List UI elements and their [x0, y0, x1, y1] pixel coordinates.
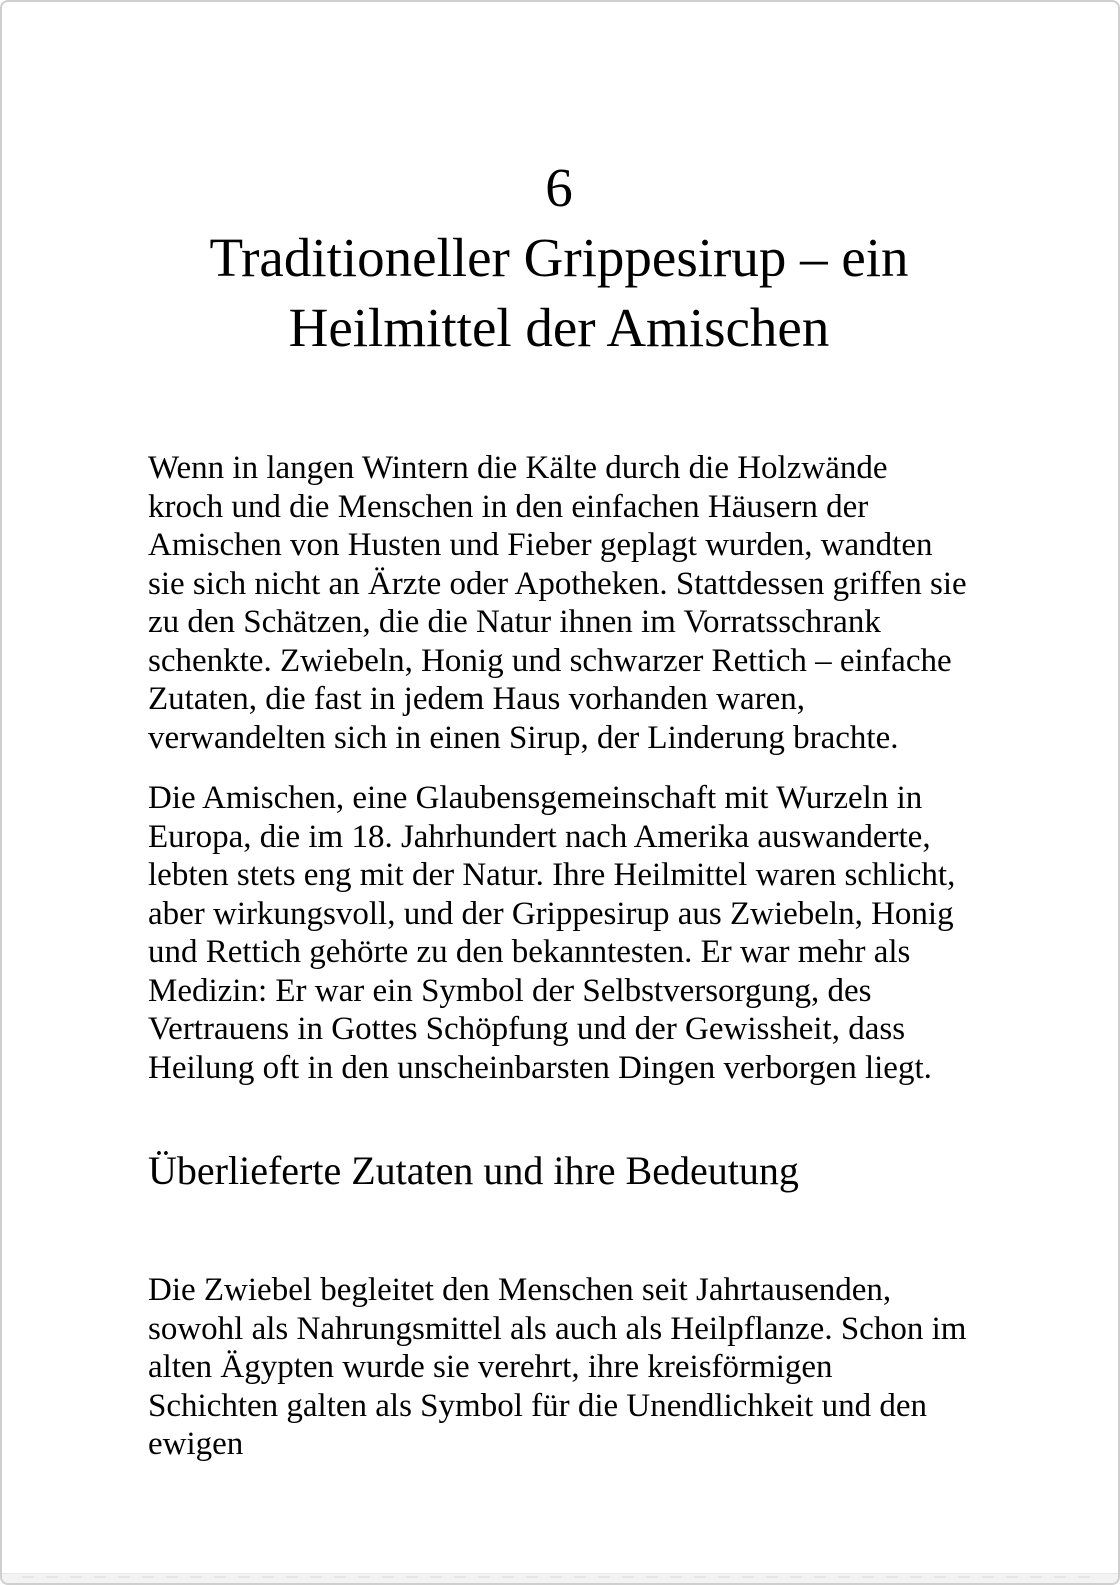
page-content: [2, 153, 970, 1464]
intro-paragraph-1: Wenn in langen Wintern die Kälte durch die Holzwände kroch und die Menschen in den einfachen Häusern der Amischen von Husten und Fieber geplagt wurden, wandten sie sich nicht an Ärzte oder Apotheken. Stattdessen griffen sie zu den Schätzen, die die Natur ihnen im Vorratsschrank schenkte. Zwiebeln, Honig und schwarzer Rettich – einfache Zutaten, die fast in jedem Haus vorhanden waren, verwandelten sich in einen Sirup, der Linderung brachte.: [148, 450, 967, 756]
section-heading: Überlieferte Zutaten und ihre Bedeutung: [148, 1148, 799, 1193]
next-page-edge: [2, 1573, 1118, 1583]
chapter-title: Traditioneller Grippesirup – ein Heilmittel der Amischen: [209, 227, 909, 358]
chapter-heading: [148, 153, 970, 363]
intro-paragraph-2: Die Amischen, eine Glaubensgemeinschaft mit Wurzeln in Europa, die im 18. Jahrhundert nach Amerika auswanderte, lebten stets eng mit der Natur. Ihre Heilmittel waren schlicht, aber wirkungsvoll, und der Grippesirup aus Zwiebeln, Honig und Rettich gehörte zu den bekanntesten. Er war mehr als Medizin: Er war ein Symbol der Selbstversorgung, des Vertrauens in Gottes Schöpfung und der Gewissheit, dass Heilung oft in den unscheinbarsten Dingen verborgen liegt.: [148, 780, 956, 1086]
section-paragraph-1: Die Zwiebel begleitet den Menschen seit Jahrtausenden, sowohl als Nahrungsmittel als auch als Heilpflanze. Schon im alten Ägypten wurde sie verehrt, ihre kreisförmigen Schichten galten als Symbol für die Unendlichkeit und den ewigen: [148, 1272, 967, 1462]
chapter-number: 6: [545, 157, 573, 218]
